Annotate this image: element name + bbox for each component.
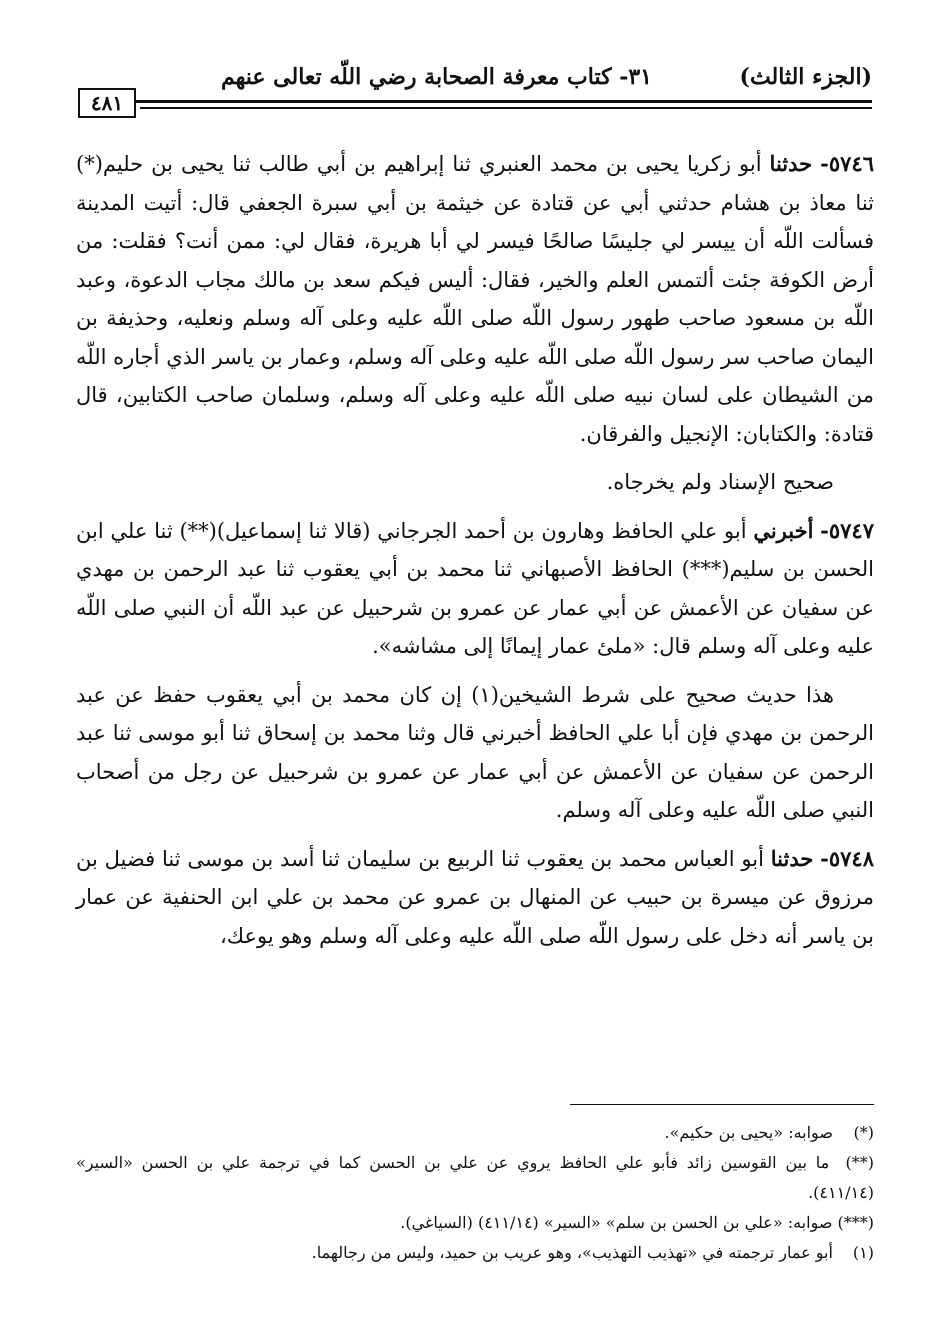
hadith-keyword: حدثنا <box>770 845 814 871</box>
book-title: ٣١- كتاب معرفة الصحابة رضي اللّه تعالى عنهم <box>220 64 652 90</box>
footnote-separator <box>570 1104 874 1105</box>
footnote-text: صوابه: «علي بن الحسن بن سلم» «السير» (٤١١/١٤) (السياغي). <box>400 1213 833 1232</box>
hadith-keyword: أخبرني <box>753 517 814 543</box>
hadith-text: أبو زكريا يحيى بن محمد العنبري ثنا إبراهيم بن أبي طالب ثنا يحيى بن حليم(*) ثنا معاذ بن هشام حدثني أبي عن قتادة عن خيثمة بن أبي سبرة الجعفي قال: أتيت المدينة فسألت اللّه أن ييسر لي جليسًا صالحًا فيسر لي أبا هريرة، فقال لي: ممن أنت؟ فقلت: من أرض الكوفة جئت ألتمس العلم والخير، فقال: أليس فيكم سعد بن مالك مجاب الدعوة، وعبد اللّه بن مسعود صاحب طهور رسول اللّه صلى اللّه عليه وعلى آله وسلم ونعليه، وحذيفة بن اليمان صاحب سر رسول اللّه صلى اللّه عليه وعلى آله وسلم، وعمار بن ياسر الذي أجاره اللّه من الشيطان على لسان نبيه صلى اللّه عليه وعلى آله وسلم، وسلمان صاحب الكتابين، قال قتادة: والكتابان: الإنجيل والفرقان. <box>76 152 874 446</box>
footnote-text: صوابه: «يحيى بن حكيم». <box>664 1123 833 1142</box>
footnote <box>76 1238 874 1268</box>
main-text <box>76 145 874 955</box>
footnote <box>76 1148 874 1208</box>
footnote-mark: (*) <box>853 1123 874 1142</box>
footnote-mark: (**) <box>845 1153 874 1172</box>
hadith-keyword: حدثنا <box>769 151 813 176</box>
footnote <box>76 1118 874 1148</box>
hadith-number: ٥٧٤٦- <box>820 151 874 176</box>
header-rule-thick <box>78 100 872 103</box>
grading-note: هذا حديث صحيح على شرط الشيخين(١) إن كان محمد بن أبي يعقوب حفظ عن عبد الرحمن بن مهدي فإن أبا علي الحافظ أخبرني قال وثنا محمد بن إسحاق ثنا أبو موسى ثنا عبد الرحمن عن سفيان عن الأعمش عن أبي عمار عن عمرو بن شرحبيل عن رجل من أصحاب النبي صلى اللّه عليه وعلى آله وسلم. <box>76 682 874 822</box>
grading-note: صحيح الإسناد ولم يخرجاه. <box>606 470 834 494</box>
page-number: ٤٨١ <box>78 88 136 118</box>
page-header <box>78 62 872 96</box>
hadith-5748 <box>76 840 874 956</box>
hadith-number: ٥٧٤٨- <box>820 845 874 871</box>
footnote <box>76 1208 874 1238</box>
hadith-text: أبو علي الحافظ وهارون بن أحمد الجرجاني (قالا ثنا إسماعيل)(**) ثنا علي ابن الحسن بن سليم(***) الحافظ الأصبهاني ثنا محمد بن أبي يعقوب ثنا عبد الرحمن بن مهدي عن سفيان عن الأعمش عن أبي عمار عن عمرو بن شرحبيل عن عبد اللّه أن النبي صلى اللّه عليه وعلى آله وسلم قال: «ملئ عمار إيمانًا إلى مشاشه». <box>76 518 874 658</box>
footnotes <box>76 1118 874 1268</box>
footnote-mark: (***) <box>837 1213 874 1232</box>
footnote-text: أبو عمار ترجمته في «تهذيب التهذيب»، وهو عريب بن حميد، وليس من رجالهما. <box>311 1243 833 1262</box>
hadith-number: ٥٧٤٧- <box>820 517 874 543</box>
header-rule-thin <box>140 107 872 109</box>
hadith-5746 <box>76 145 874 453</box>
hadith-text: أبو العباس محمد بن يعقوب ثنا الربيع بن سليمان ثنا أسد بن موسى ثنا فضيل بن مرزوق عن ميسرة بن حبيب عن المنهال بن عمرو عن محمد بن علي ابن الحنفية عن عمار بن ياسر أنه دخل على رسول اللّه صلى اللّه عليه وعلى آله وسلم وهو يوعك، <box>76 846 874 948</box>
footnote-mark: (١) <box>852 1243 874 1262</box>
volume-label: (الجزء الثالث) <box>739 64 872 90</box>
hadith-5747 <box>76 512 874 666</box>
footnote-text: ما بين القوسين زائد فأبو علي الحافظ يروي عن علي بن الحسن كما في ترجمة علي بن الحسن «السير» (٤١١/١٤). <box>76 1153 874 1202</box>
